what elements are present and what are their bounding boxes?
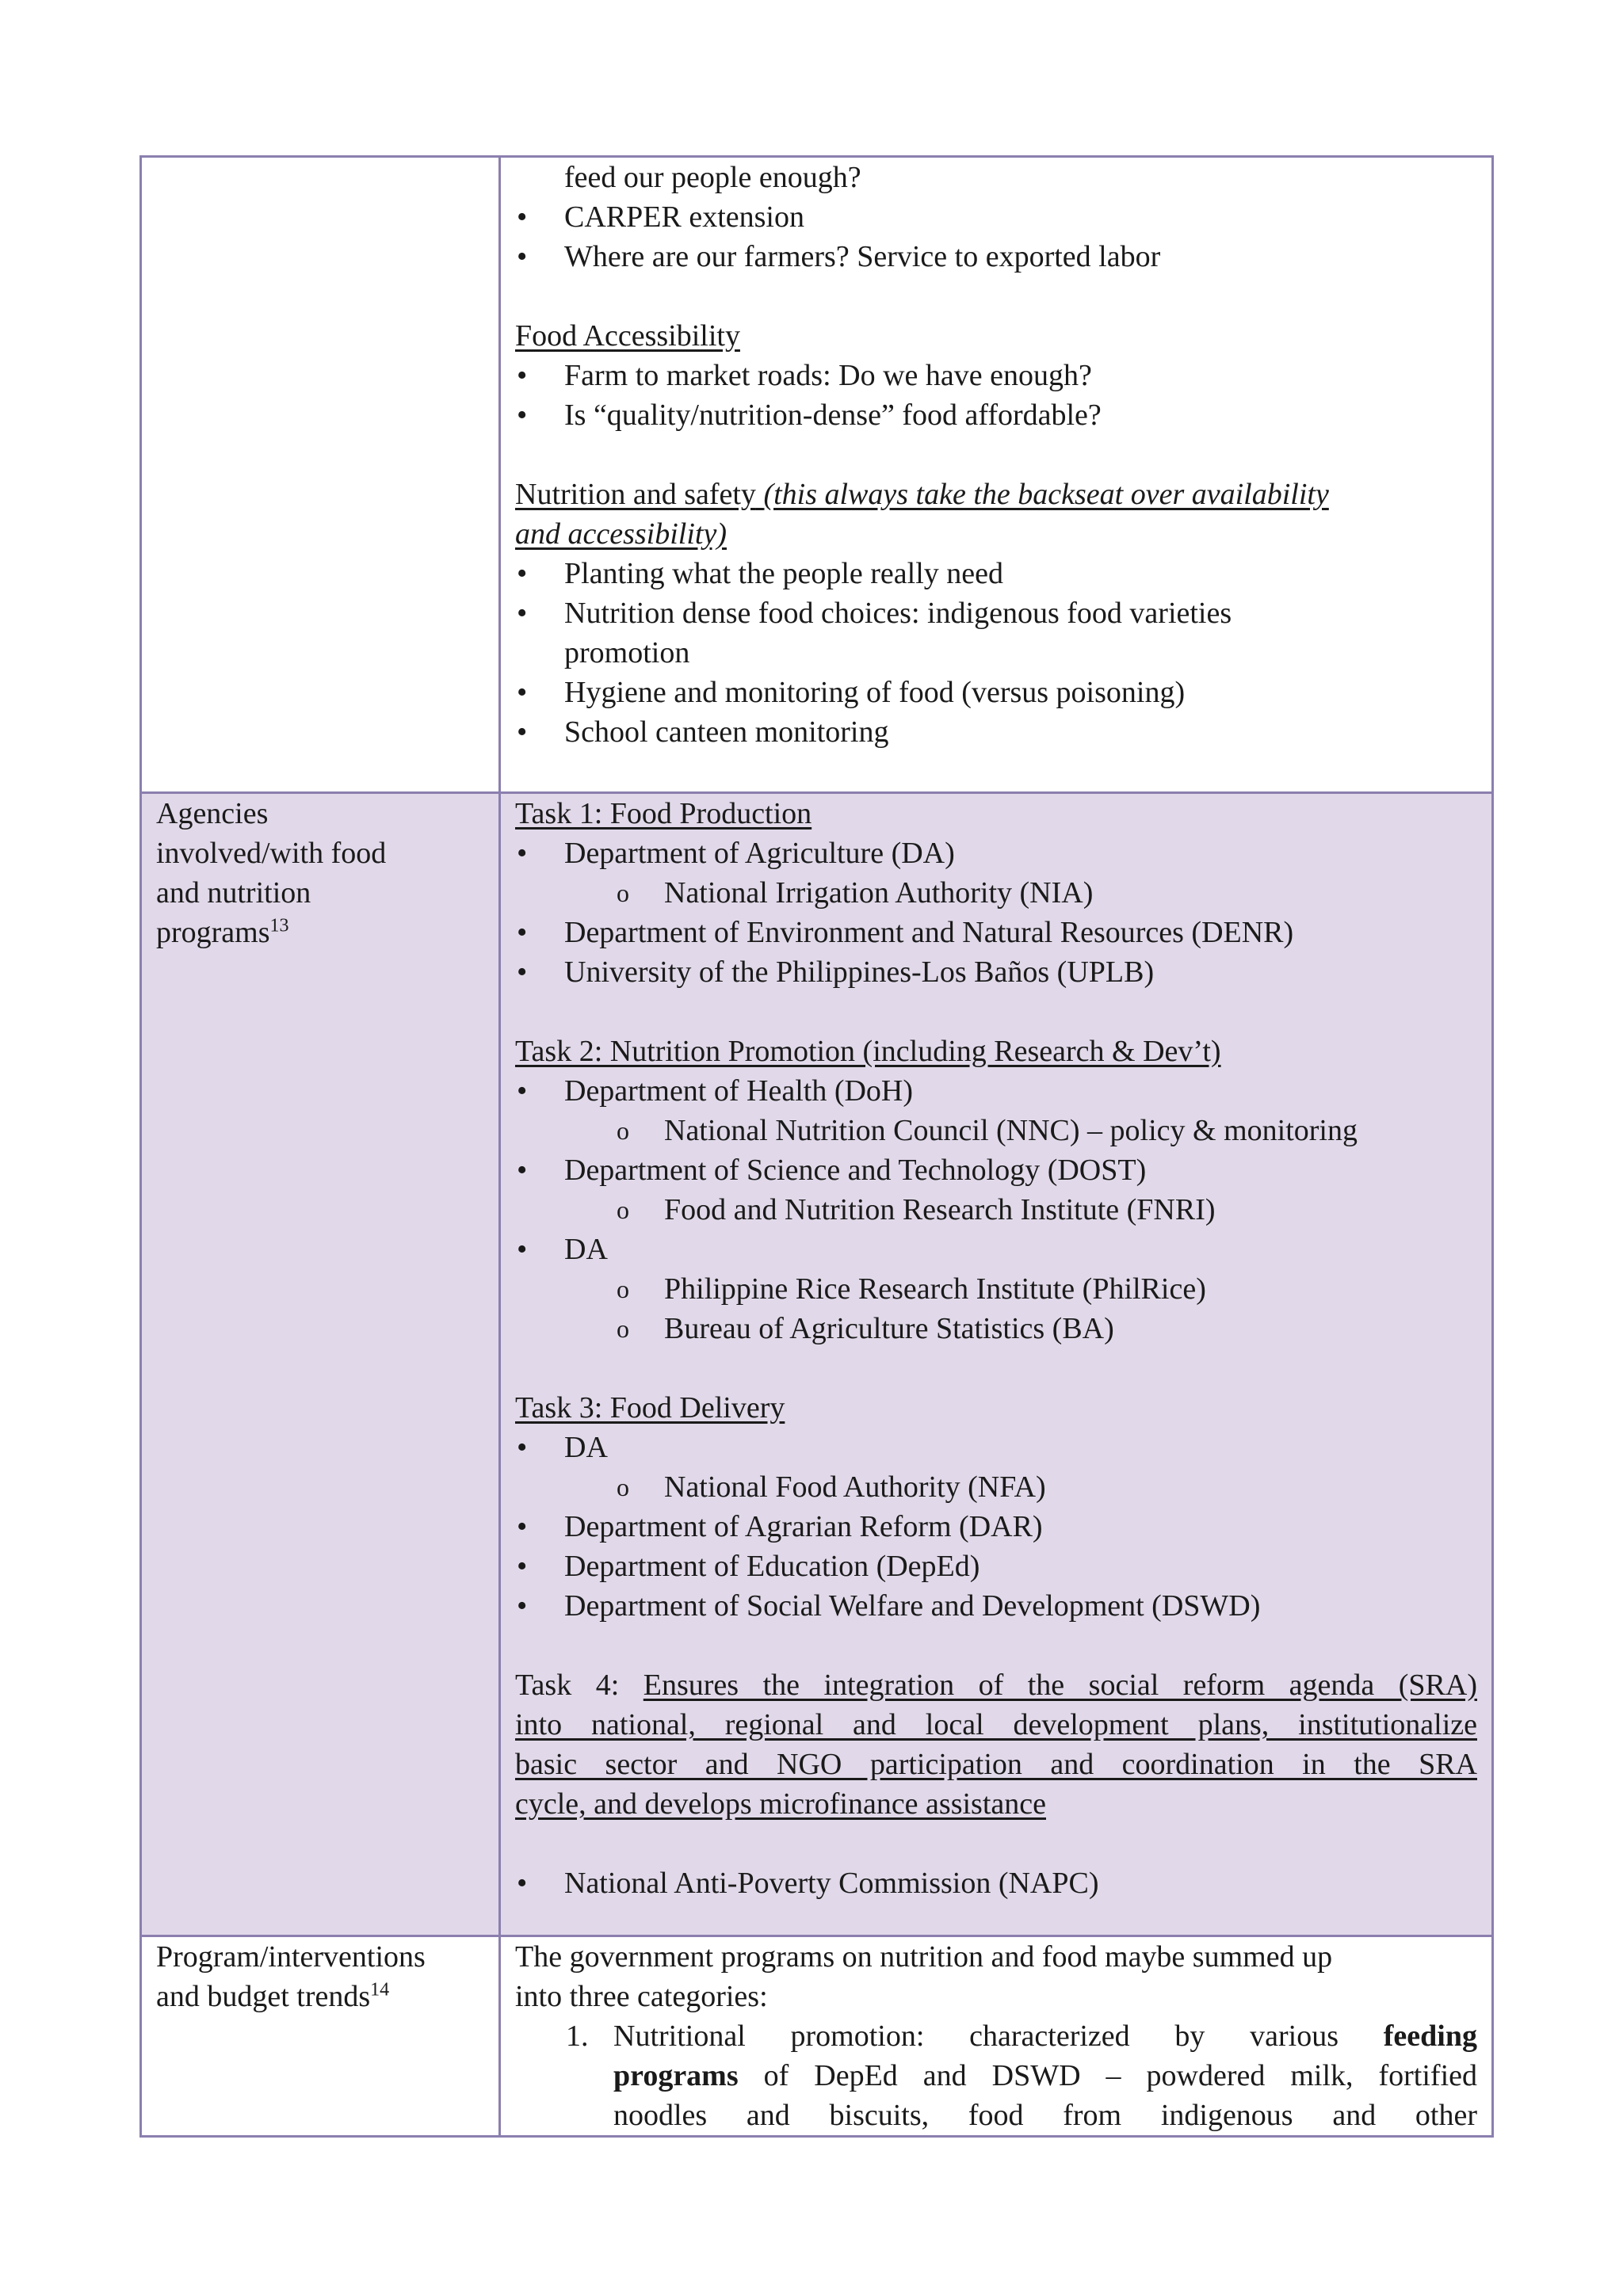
numbered-item: 1. Nutritional promotion: characterized by various feeding programs of DepEd and DSWD – powdered milk, fortified noodles and biscuits, food from indigenous and other xyxy=(515,2016,1477,2135)
intro-text: into three categories: xyxy=(515,1980,768,2013)
table-row xyxy=(141,793,1493,1936)
list-item: • CARPER extension xyxy=(515,197,1477,237)
sub-list-item: o Philippine Rice Research Institute (PhilRice) xyxy=(515,1269,1477,1309)
list-item: • Is “quality/nutrition-dense” food affordable? xyxy=(515,395,1477,435)
list-item: • Where are our farmers? Service to exported labor xyxy=(515,237,1477,277)
row-label: involved/with food xyxy=(156,837,387,870)
sub-list-item: o Food and Nutrition Research Institute (FNRI) xyxy=(515,1190,1477,1230)
sub-list-item: o Bureau of Agriculture Statistics (BA) xyxy=(515,1309,1477,1348)
continuation-text: feed our people enough? xyxy=(564,161,861,194)
list-item: • Department of Health (DoH) xyxy=(515,1071,1477,1111)
list-item: • DA xyxy=(515,1230,1477,1269)
row-label-cell xyxy=(141,793,500,1936)
list-item: • Department of Social Welfare and Development (DSWD) xyxy=(515,1586,1477,1626)
task4-line: cycle, and develops microfinance assistance xyxy=(515,1787,1046,1821)
row-label: Agencies xyxy=(156,797,269,830)
sub-list-item: o National Irrigation Authority (NIA) xyxy=(515,873,1477,913)
section-heading: Nutrition and safety (this always take the backseat over availability xyxy=(515,478,1329,511)
row-label: programs$^{13}$ xyxy=(156,915,289,949)
list-item: • School canteen monitoring xyxy=(515,712,1477,752)
row-content-cell xyxy=(500,157,1493,793)
sub-list-item: o National Food Authority (NFA) xyxy=(515,1467,1477,1507)
list-item: • Department of Science and Technology (DOST) xyxy=(515,1150,1477,1190)
section-heading: Food Accessibility xyxy=(515,319,740,353)
task-heading: Task 1: Food Production xyxy=(515,797,812,830)
row-label-cell xyxy=(141,1936,500,2137)
task4-line: Task 4: Ensures the integration of the social reform agenda (SRA) xyxy=(515,1669,1477,1702)
row-content-cell xyxy=(500,1936,1493,2137)
section-heading-note: and accessibility) xyxy=(515,517,727,551)
list-item: • Farm to market roads: Do we have enough? xyxy=(515,356,1477,395)
task4-line: basic sector and NGO participation and coordination in the SRA xyxy=(515,1748,1477,1781)
table-row xyxy=(141,157,1493,793)
task4-line: into national, regional and local development plans, institutionalize xyxy=(515,1708,1477,1741)
intro-text: The government programs on nutrition and food maybe summed up xyxy=(515,1940,1333,1974)
agencies-table xyxy=(139,155,1494,2138)
task-heading: Task 2: Nutrition Promotion (including Research & Dev’t) xyxy=(515,1035,1221,1068)
row-label-cell xyxy=(141,157,500,793)
footnote-ref: 14 xyxy=(370,1979,390,2000)
list-item: • Department of Agrarian Reform (DAR) xyxy=(515,1507,1477,1547)
list-item: • Department of Environment and Natural Resources (DENR) xyxy=(515,913,1477,952)
list-item: • Planting what the people really need xyxy=(515,554,1477,593)
list-item: • Hygiene and monitoring of food (versus poisoning) xyxy=(515,673,1477,712)
table-row xyxy=(141,1936,1493,2137)
list-item: • National Anti-Poverty Commission (NAPC) xyxy=(515,1863,1477,1903)
list-item: • Nutrition dense food choices: indigenous food varieties promotion xyxy=(515,593,1477,673)
row-label: Program/interventions xyxy=(156,1940,426,1974)
list-item: • Department of Education (DepEd) xyxy=(515,1547,1477,1586)
task-heading: Task 3: Food Delivery xyxy=(515,1391,785,1425)
row-label: and nutrition xyxy=(156,876,311,910)
item-number: 1. xyxy=(566,2019,589,2053)
footnote-ref: 13 xyxy=(269,915,289,936)
sub-list-item: o National Nutrition Council (NNC) – policy & monitoring xyxy=(515,1111,1477,1150)
row-content-cell xyxy=(500,793,1493,1936)
row-label: and budget trends$^{14}$ xyxy=(156,1979,390,2013)
list-item: • Department of Agriculture (DA) xyxy=(515,833,1477,873)
list-item: • DA xyxy=(515,1428,1477,1467)
list-item: • University of the Philippines-Los Baños (UPLB) xyxy=(515,952,1477,992)
